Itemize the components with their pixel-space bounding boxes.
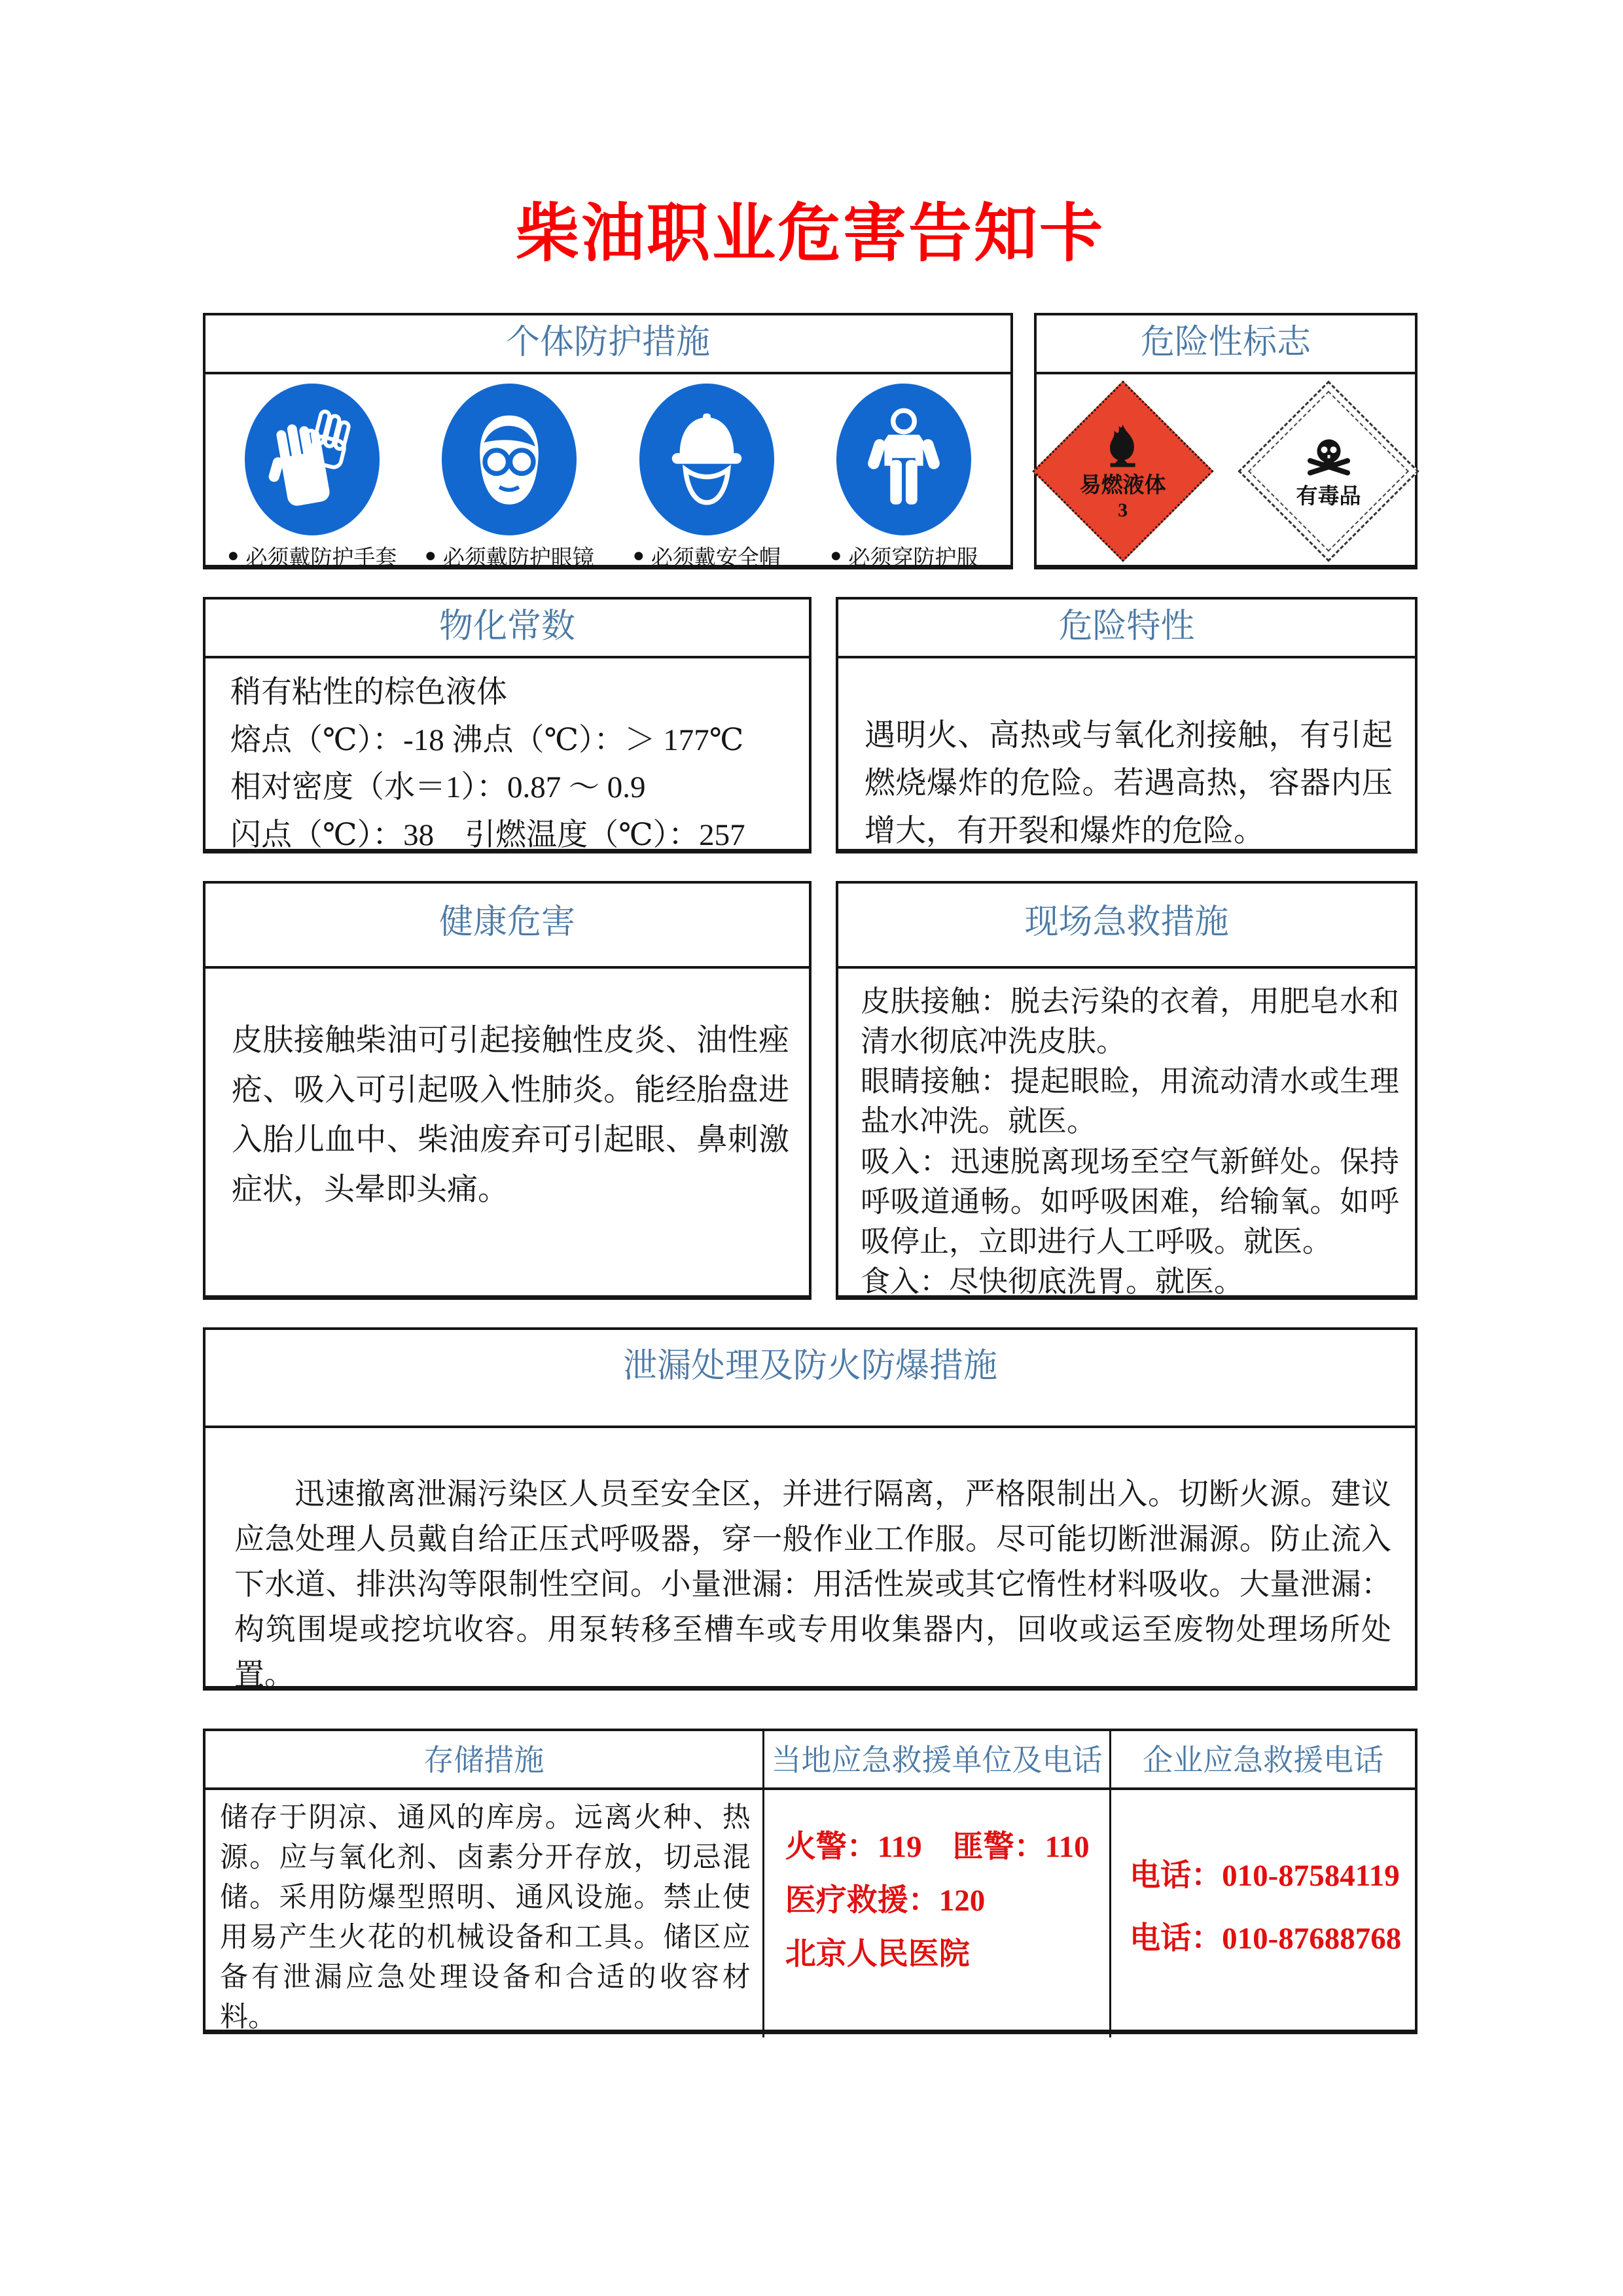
row-health-and-firstaid — [203, 881, 1418, 1300]
hazard-signs-header: 危险性标志 — [1037, 315, 1415, 374]
ppe-item-suit — [806, 384, 1003, 571]
physchem-body — [205, 658, 809, 859]
bullet-icon: ● — [830, 545, 842, 567]
flame-icon — [1099, 423, 1147, 473]
ppe-label-text: 必须戴安全帽 — [651, 545, 781, 569]
company-rescue-header: 企业应急救援电话 — [1111, 1731, 1415, 1790]
hazard-traits-box — [836, 597, 1418, 853]
physchem-line: 相对密度（水＝1）：0.87 ～ 0.9 — [230, 770, 646, 805]
local-rescue-line: 医疗救援：120 — [785, 1884, 986, 1918]
page-title: 柴油职业危害告知卡 — [516, 199, 1105, 269]
local-rescue-header: 当地应急救援单位及电话 — [764, 1731, 1111, 1790]
card-content — [203, 182, 1418, 2034]
goggles-icon — [442, 384, 577, 535]
local-rescue-body — [764, 1790, 1111, 2037]
leak-box — [203, 1327, 1418, 1691]
helmet-icon — [639, 384, 774, 535]
toxic-sign-content — [1296, 435, 1361, 508]
ppe-icon-row — [205, 374, 1010, 571]
health-header: 健康危害 — [205, 884, 809, 969]
company-phone-line: 电话：010-87688768 — [1130, 1922, 1402, 1956]
hazard-traits-body: 遇明火、高热或与氧化剂接触，有引起燃烧爆炸的危险。若遇高热，容器内压增大，有开裂和爆炸的危险。 — [865, 718, 1393, 849]
first-aid-line: 食入：尽快彻底洗胃。就医。 — [861, 1265, 1244, 1299]
bullet-icon: ● — [632, 545, 645, 567]
row-physchem-and-traits — [203, 597, 1418, 853]
health-box — [203, 881, 812, 1300]
company-phone-line: 电话：010-87584119 — [1130, 1858, 1400, 1893]
skull-crossbones-icon — [1301, 435, 1356, 484]
health-body: 皮肤接触柴油可引起接触性皮炎、油性痤疮、吸入可引起吸入性肺炎。能经胎盘进入胎儿血中、柴油废弃可引起眼、鼻刺激症状，头晕即头痛。 — [232, 1023, 789, 1208]
first-aid-box — [836, 881, 1418, 1300]
hazard-signs-box — [1034, 313, 1418, 569]
protective-suit-icon — [836, 384, 971, 535]
flammable-sign-label: 易燃液体 — [1080, 473, 1166, 497]
ppe-box — [203, 313, 1013, 569]
ppe-label-text: 必须戴防护眼镜 — [442, 545, 594, 569]
physchem-line: 稍有粘性的棕色液体 — [230, 675, 507, 709]
flammable-class-number: 3 — [1118, 499, 1128, 521]
leak-body: 迅速撤离泄漏污染区人员至安全区，并进行隔离，严格限制出入。切断火源。建议应急处理人员戴自给正压式呼吸器，穿一般作业工作服。尽可能切断泄漏源。防止流入下水道、排洪沟等限制性空间。小量泄漏：用活性炭或其它惰性材料吸收。大量泄漏：构筑围堤或挖坑收容。用泵转移至槽车或专用收集器内，回收或运至废物处理场所处置。 — [234, 1477, 1391, 1691]
ppe-label-helmet — [633, 541, 781, 571]
first-aid-line: 皮肤接触：脱去污染的衣着，用肥皂水和清水彻底冲洗皮肤。 — [861, 984, 1399, 1058]
toxic-sign-label: 有毒品 — [1296, 484, 1361, 509]
ppe-item-helmet — [608, 384, 806, 571]
physchem-line: 熔点（℃）：-18 沸点（℃）：＞ 177℃ — [230, 723, 744, 757]
ppe-label-gloves — [227, 541, 397, 571]
first-aid-line: 眼睛接触：提起眼睑，用流动清水或生理盐水冲洗。就医。 — [861, 1065, 1399, 1138]
bullet-icon: ● — [424, 545, 437, 567]
ppe-label-goggles — [425, 541, 594, 571]
physchem-line: 闪点（℃）：38 引燃温度（℃）：257 — [230, 818, 745, 853]
physchem-header: 物化常数 — [205, 600, 809, 658]
storage-header: 存储措施 — [205, 1731, 764, 1790]
first-aid-body — [838, 969, 1415, 1302]
company-rescue-body — [1111, 1790, 1415, 2037]
physchem-box — [203, 597, 812, 853]
ppe-label-text: 必须穿防护服 — [848, 545, 978, 569]
row-ppe-and-signs — [203, 313, 1418, 569]
first-aid-header: 现场急救措施 — [838, 884, 1415, 969]
toxic-sign — [1238, 381, 1419, 562]
storage-body: 储存于阴凉、通风的库房。远离火种、热源。应与氧化剂、卤素分开存放，切忌混储。采用防爆型照明、通风设施。禁止使用易产生火花的机械设备和工具。储区应备有泄漏应急处理设备和合适的收容材料。 — [205, 1790, 764, 2037]
local-rescue-line: 火警：119 匪警：110 — [785, 1829, 1090, 1864]
ppe-label-suit — [830, 541, 978, 571]
ppe-item-gloves — [213, 384, 411, 571]
leak-header: 泄漏处理及防火防爆措施 — [205, 1330, 1415, 1428]
hazard-signs-body — [1037, 374, 1415, 565]
flammable-liquid-sign — [1032, 381, 1213, 562]
first-aid-line: 吸入：迅速脱离现场至空气新鲜处。保持呼吸道通畅。如呼吸困难，给输氧。如呼吸停止，立即进行人工呼吸。就医。 — [861, 1145, 1399, 1258]
emergency-contacts-table — [203, 1729, 1418, 2034]
ppe-header: 个体防护措施 — [205, 315, 1010, 374]
local-rescue-line: 北京人民医院 — [785, 1937, 970, 1972]
row-leak-handling — [203, 1327, 1418, 1691]
flammable-sign-content — [1080, 423, 1166, 520]
hazard-traits-header: 危险特性 — [838, 600, 1415, 658]
bullet-icon: ● — [227, 545, 240, 567]
ppe-label-text: 必须戴防护手套 — [245, 545, 397, 569]
ppe-item-goggles — [411, 384, 609, 571]
gloves-icon — [245, 384, 380, 535]
